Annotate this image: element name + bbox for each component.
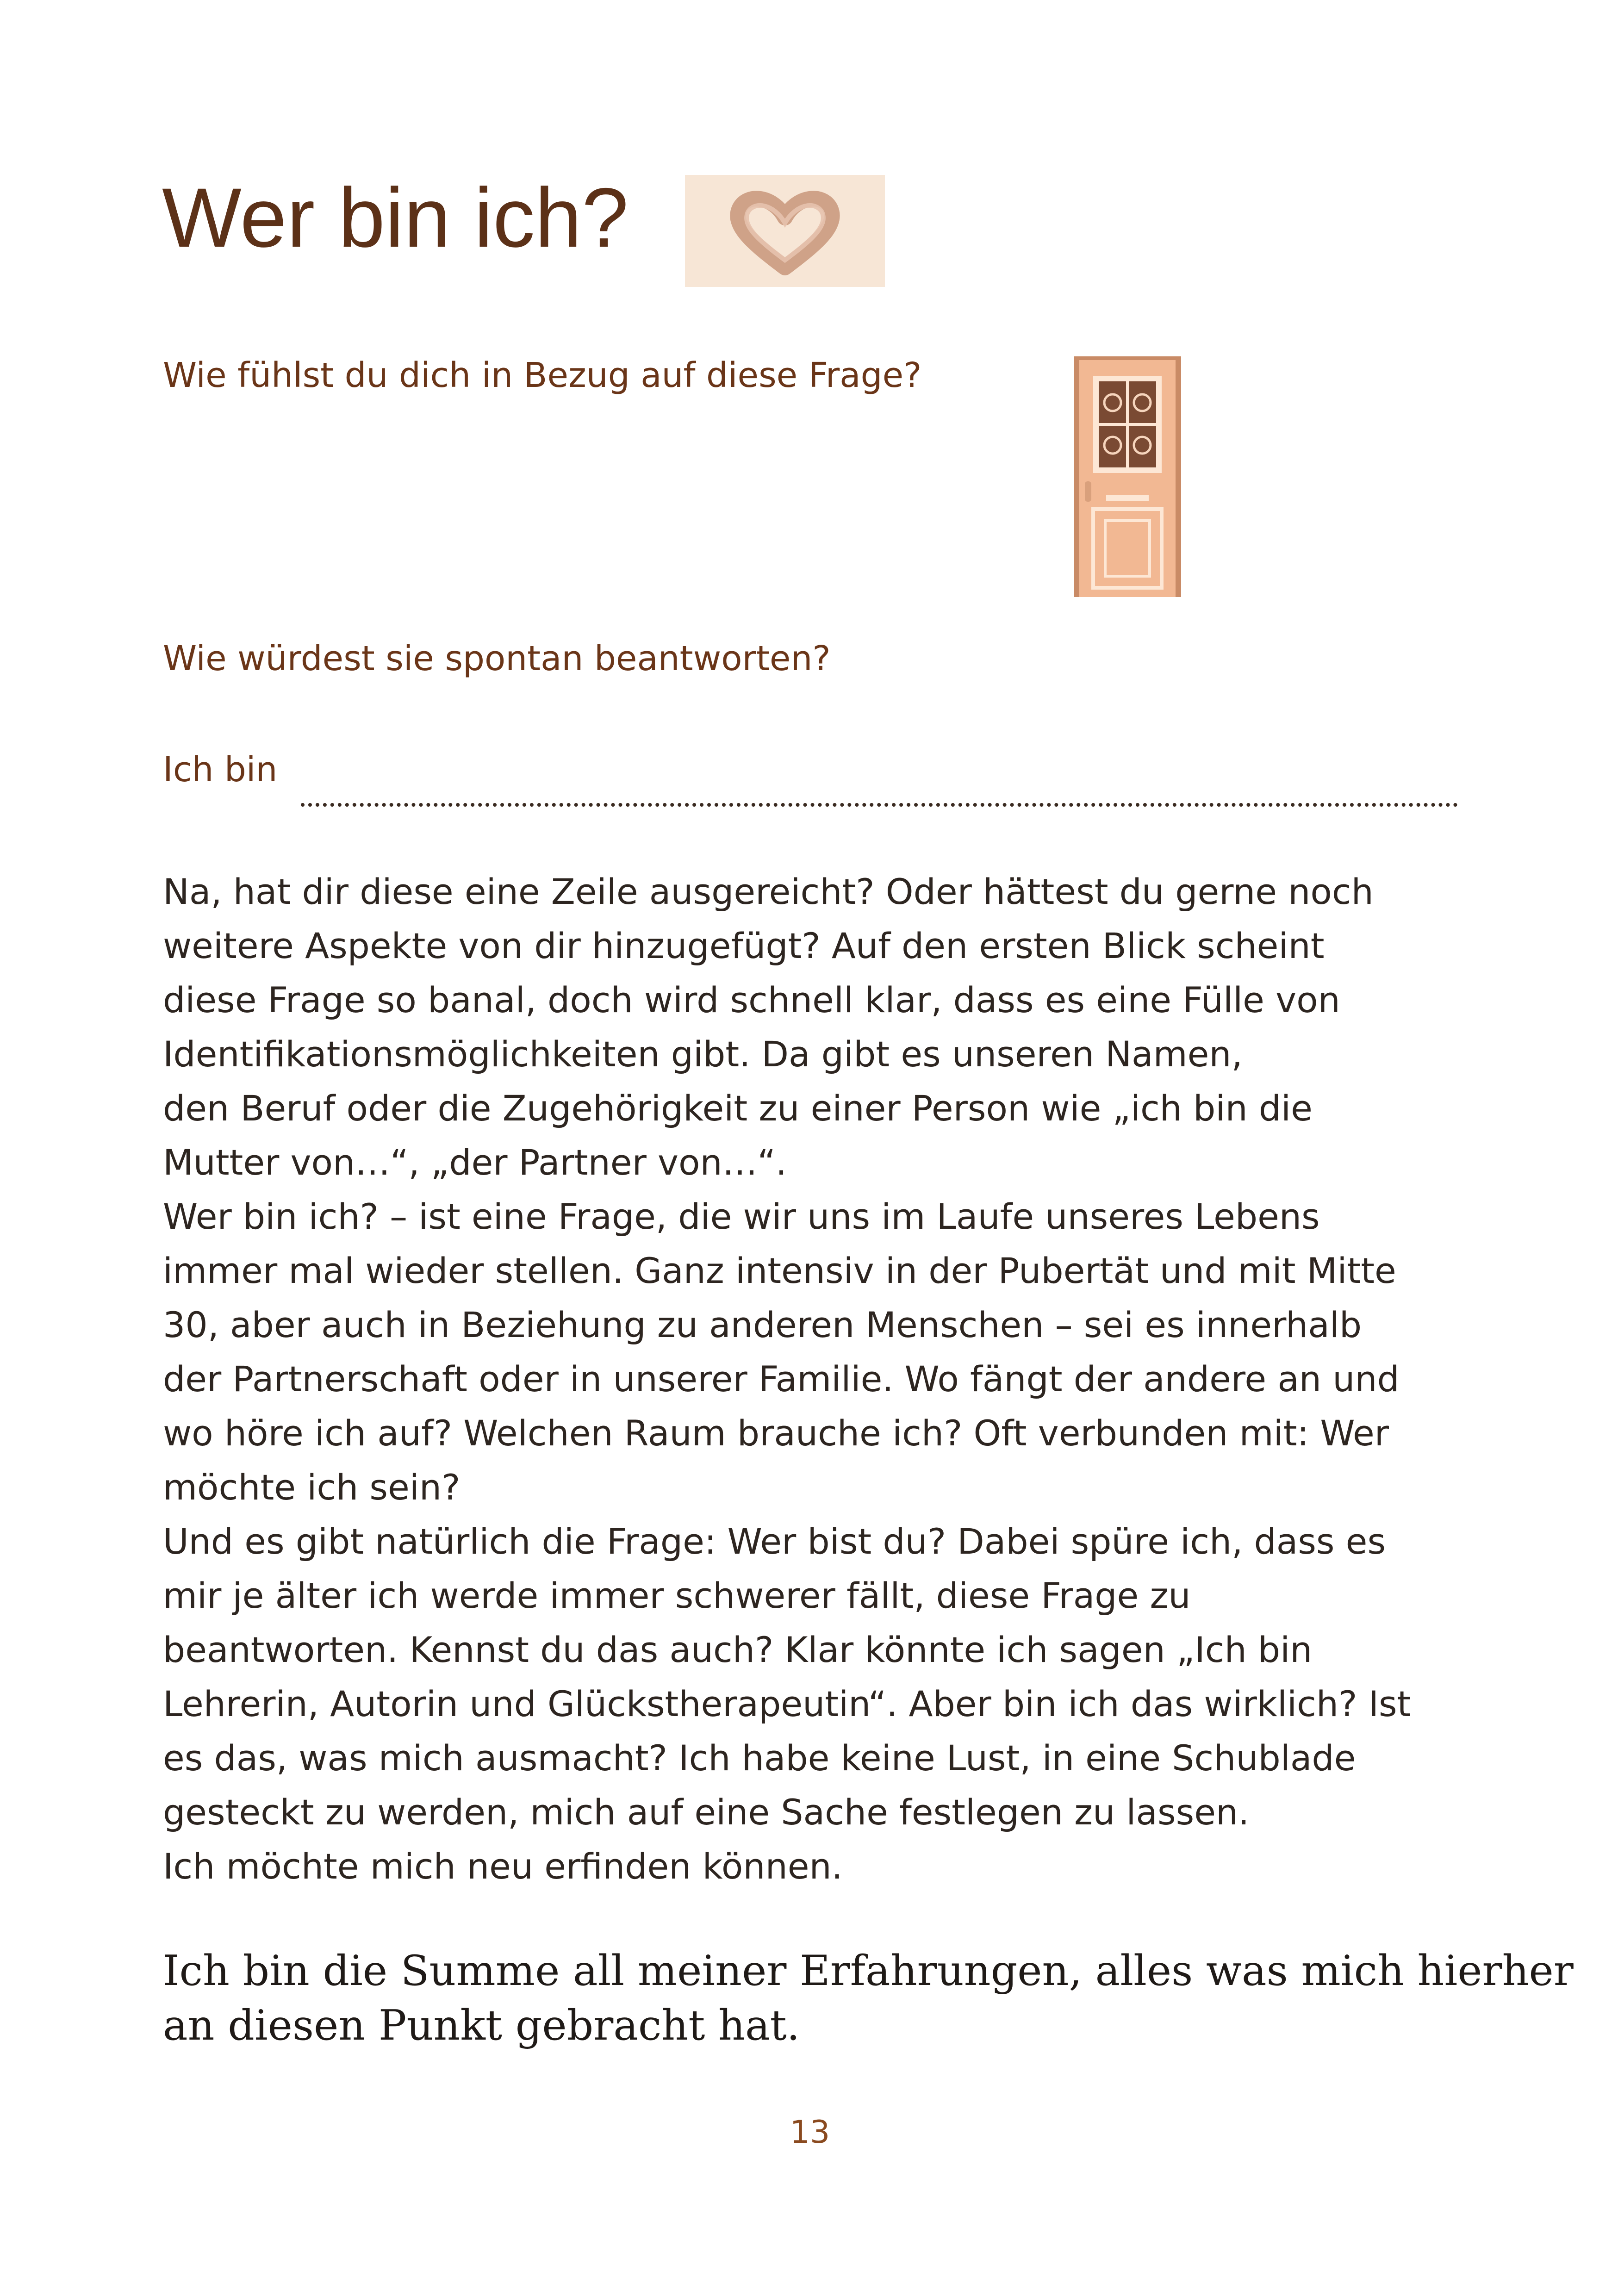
body-line: 30, aber auch in Beziehung zu anderen Menschen – sei es innerhalb xyxy=(163,1304,1362,1345)
body-line: möchte ich sein? xyxy=(163,1467,461,1508)
quote-line: Ich bin die Summe all meiner Erfahrungen, alles was mich hierher xyxy=(163,1947,1574,1995)
answer-line[interactable] xyxy=(301,803,1458,807)
body-line: es das, was mich ausmacht? Ich habe keine Lust, in eine Schublade xyxy=(163,1737,1356,1779)
body-line: gesteckt zu werden, mich auf eine Sache festlegen zu lassen. xyxy=(163,1792,1250,1833)
question-feeling: Wie fühlst du dich in Bezug auf diese Frage? xyxy=(163,355,922,395)
body-line: Identifikationsmöglichkeiten gibt. Da gibt es unseren Namen, xyxy=(163,1033,1243,1075)
body-line: Lehrerin, Autorin und Glückstherapeutin“. Aber bin ich das wirklich? Ist xyxy=(163,1683,1411,1724)
body-line: Wer bin ich? – ist eine Frage, die wir uns im Laufe unseres Lebens xyxy=(163,1196,1320,1237)
question-spontaneous: Wie würdest sie spontan beantworten? xyxy=(163,639,831,678)
body-line: Und es gibt natürlich die Frage: Wer bist du? Dabei spüre ich, dass es xyxy=(163,1521,1386,1562)
answer-prompt: Ich bin xyxy=(163,750,278,790)
body-line: diese Frage so banal, doch wird schnell klar, dass es eine Fülle von xyxy=(163,979,1340,1020)
body-line: wo höre ich auf? Welchen Raum brauche ich? Oft verbunden mit: Wer xyxy=(163,1412,1389,1454)
body-line: der Partnerschaft oder in unserer Familie. Wo fängt der andere an und xyxy=(163,1358,1400,1400)
body-line: Na, hat dir diese eine Zeile ausgereicht? Oder hättest du gerne noch xyxy=(163,871,1374,912)
body-line: mir je älter ich werde immer schwerer fällt, diese Frage zu xyxy=(163,1575,1191,1616)
body-line: weitere Aspekte von dir hinzugefügt? Auf den ersten Blick scheint xyxy=(163,925,1325,966)
heart-icon xyxy=(685,175,885,287)
page-number: 13 xyxy=(790,2114,830,2151)
body-line: den Beruf oder die Zugehörigkeit zu einer Person wie „ich bin die xyxy=(163,1088,1313,1129)
body-text xyxy=(163,865,1459,1893)
body-line: immer mal wieder stellen. Ganz intensiv in der Pubertät und mit Mitte xyxy=(163,1250,1396,1291)
door-image xyxy=(1074,356,1181,597)
body-line: Ich möchte mich neu erfinden können. xyxy=(163,1846,843,1887)
body-line: beantworten. Kennst du das auch? Klar könnte ich sagen „Ich bin xyxy=(163,1629,1313,1670)
page-title: Wer bin ich? xyxy=(162,170,629,265)
body-line: Mutter von…“, „der Partner von…“. xyxy=(163,1142,787,1183)
quote-line: an diesen Punkt gebracht hat. xyxy=(163,2001,800,2050)
closing-quote xyxy=(163,1944,1574,2053)
